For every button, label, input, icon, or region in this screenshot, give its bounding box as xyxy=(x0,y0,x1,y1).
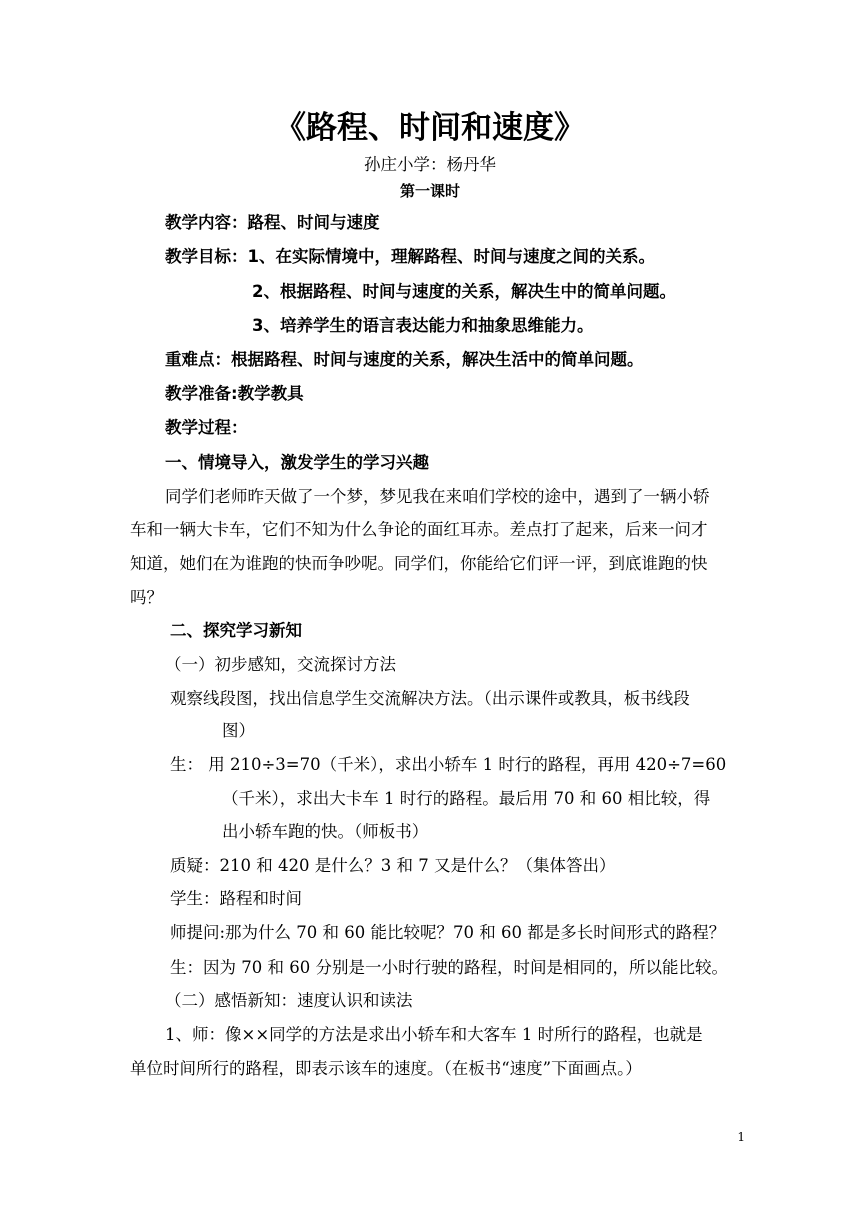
observe-line: 观察线段图，找出信息学生交流解决方法。（出示课件或教具，板书线段 xyxy=(170,689,690,708)
lesson-label: 第一课时 xyxy=(399,182,460,200)
teaching-content: 教学内容：路程、时间与速度 xyxy=(165,213,380,232)
intro-paragraph-line: 知道，她们在为谁跑的快而争吵呢。同学们，你能给它们评一评，到底谁跑的快 xyxy=(130,554,708,573)
page-number: 1 xyxy=(737,1130,745,1144)
section-1-heading: 一、情境导入，激发学生的学习兴趣 xyxy=(165,453,429,472)
student-answer-line: （千米），求出大卡车 1 时行的路程。最后用 70 和 60 相比较，得 xyxy=(222,789,711,808)
observe-line: 图） xyxy=(222,721,255,740)
author-line: 孙庄小学：杨丹华 xyxy=(364,155,496,174)
teaching-process-heading: 教学过程： xyxy=(165,418,248,437)
intro-paragraph-line: 车和一辆大卡车，它们不知为什么争论的面红耳赤。差点打了起来，后来一问才 xyxy=(130,520,708,539)
teaching-goal-3: 3、培养学生的语言表达能力和抽象思维能力。 xyxy=(252,316,594,335)
teacher-question-line: 师提问:那为什么 70 和 60 能比较呢？70 和 60 都是多长时间形式的路程？ xyxy=(170,923,726,942)
student-answer-line: 出小轿车跑的快。（师板书） xyxy=(222,822,429,841)
subsection-2-heading: （二）感悟新知：速度认识和读法 xyxy=(165,991,413,1010)
speed-paragraph-line: 单位时间所行的路程，即表示该车的速度。（在板书“速度”下面画点。） xyxy=(130,1059,642,1078)
intro-paragraph-line: 同学们老师昨天做了一个梦，梦见我在来咱们学校的途中，遇到了一辆小轿 xyxy=(165,487,710,506)
key-points: 重难点：根据路程、时间与速度的关系，解决生活中的简单问题。 xyxy=(165,350,644,369)
question-line: 质疑：210 和 420 是什么？3 和 7 又是什么？（集体答出） xyxy=(170,856,616,875)
intro-paragraph-line: 吗？ xyxy=(130,588,163,607)
speed-paragraph-line: 1、师：像××同学的方法是求出小轿车和大客车 1 时所行的路程，也就是 xyxy=(165,1025,703,1044)
student-answer-line: 生： 用 210÷3=70（千米），求出小轿车 1 时行的路程，再用 420÷7=60 xyxy=(170,755,727,774)
subsection-1-heading: （一）初步感知，交流探讨方法 xyxy=(165,655,396,674)
teaching-goal-1: 教学目标：1、在实际情境中，理解路程、时间与速度之间的关系。 xyxy=(165,247,655,266)
section-2-heading: 二、探究学习新知 xyxy=(170,621,302,640)
teaching-goal-2: 2、根据路程、时间与速度的关系，解决生中的简单问题。 xyxy=(252,282,676,301)
document-title: 《路程、时间和速度》 xyxy=(275,110,585,146)
teaching-preparation: 教学准备:教学教具 xyxy=(165,384,304,403)
student-reply-line: 生：因为 70 和 60 分别是一小时行驶的路程，时间是相同的，所以能比较。 xyxy=(170,958,728,977)
answer-line: 学生：路程和时间 xyxy=(170,889,302,908)
